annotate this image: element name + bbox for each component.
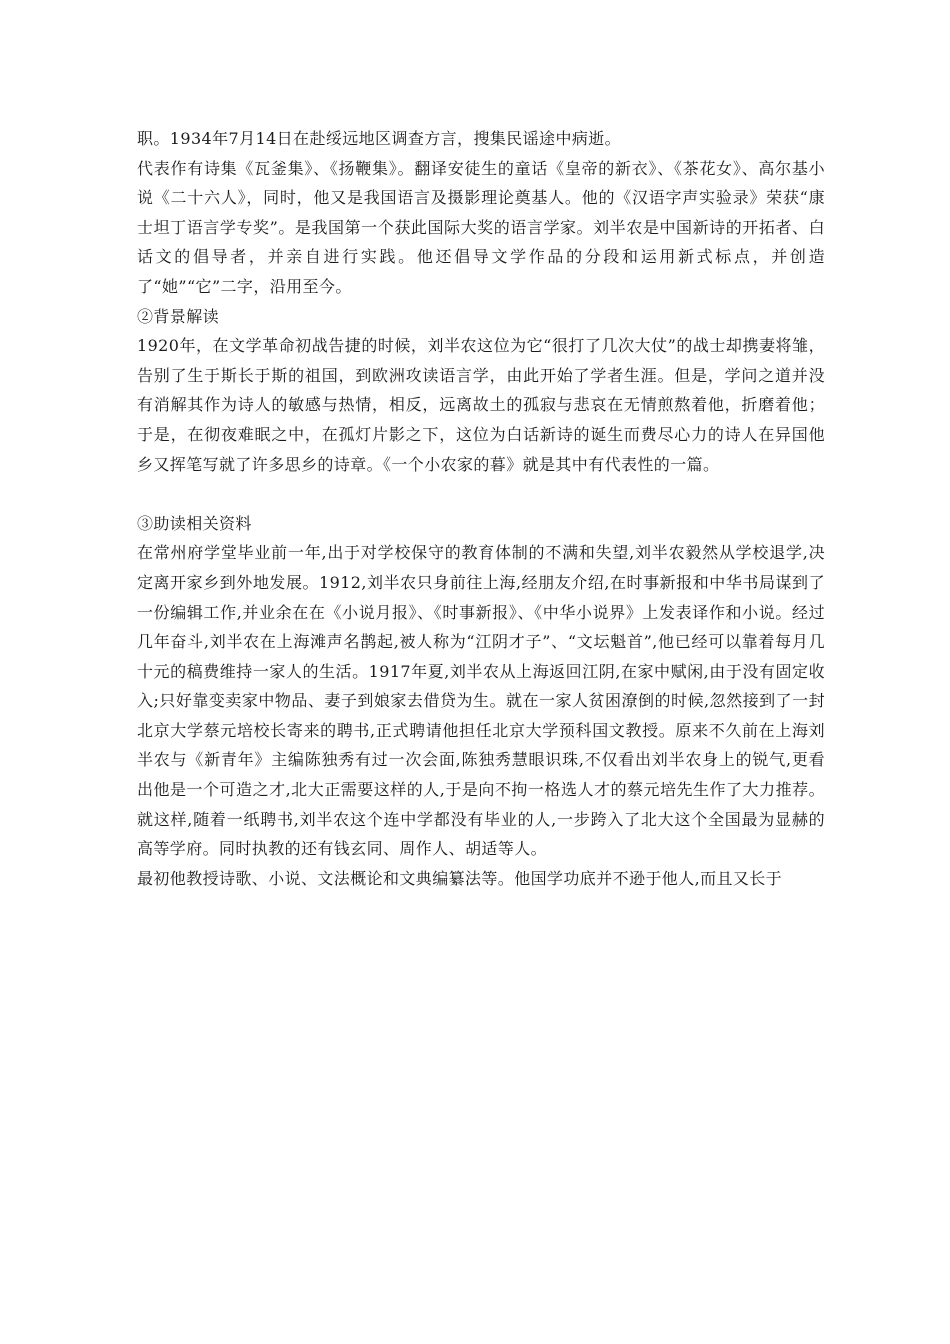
paragraph-teaching: 最初他教授诗歌、小说、文法概论和文典编纂法等。他国学功底并不逊于他人,而且又长于	[137, 868, 783, 888]
document-body	[137, 124, 825, 893]
section-heading-background: ②背景解读	[137, 306, 220, 326]
paragraph-representative-works: 代表作有诗集《瓦釜集》、《扬鞭集》。翻译安徒生的童话《皇帝的新衣》、《茶花女》、高尔基小说《二十六人》，同时，他又是我国语言及摄影理论奠基人。他的《汉语字声实验录》荣获“康士坦丁语言学专奖”。是我国第一个获此国际大奖的语言学家。刘半农是中国新诗的开拓者、白话文的倡导者，并亲自进行实践。他还倡导文学作品的分段和运用新式标点，并创造了“她”“它”二字，沿用至今。	[137, 158, 825, 296]
section-heading-reading-materials: ③助读相关资料	[137, 513, 252, 533]
paragraph-background: 1920年，在文学革命初战告捷的时候，刘半农这位为它“很打了几次大仗”的战士却携妻将雏，告别了生于斯长于斯的祖国，到欧洲攻读语言学，由此开始了学者生涯。但是，学问之道并没有消解其作为诗人的敏感与热情，相反，远离故土的孤寂与悲哀在无情煎熬着他，折磨着他；于是，在彻夜难眠之中，在孤灯片影之下，这位为白话新诗的诞生而费尽心力的诗人在异国他乡又挥笔写就了许多思乡的诗章。《一个小农家的暮》就是其中有代表性的一篇。	[137, 336, 825, 474]
blank-line	[137, 479, 825, 509]
paragraph-reading-materials: 在常州府学堂毕业前一年,出于对学校保守的教育体制的不满和失望,刘半农毅然从学校退学,决定离开家乡到外地发展。1912,刘半农只身前往上海,经朋友介绍,在时事新报和中华书局谋到了一份编辑工作,并业余在在《小说月报》、《时事新报》、《中华小说界》上发表译作和小说。经过几年奋斗,刘半农在上海滩声名鹊起,被人称为“江阴才子”、“文坛魁首”,他已经可以靠着每月几十元的稿费维持一家人的生活。1917年夏,刘半农从上海返回江阴,在家中赋闲,由于没有固定收入;只好靠变卖家中物品、妻子到娘家去借贷为生。就在一家人贫困潦倒的时候,忽然接到了一封北京大学蔡元培校长寄来的聘书,正式聘请他担任北京大学预科国文教授。原来不久前在上海刘半农与《新青年》主编陈独秀有过一次会面,陈独秀慧眼识珠,不仅看出刘半农身上的锐气,更看出他是一个可造之才,北大正需要这样的人,于是向不拘一格选人才的蔡元培先生作了大力推荐。就这样,随着一纸聘书,刘半农这个连中学都没有毕业的人,一步跨入了北大这个全国最为显赫的高等学府。同时执教的还有钱玄同、周作人、胡适等人。	[137, 543, 825, 859]
paragraph-biography-end: 职。1934年7月14日在赴绥远地区调查方言，搜集民谣途中病逝。	[137, 129, 622, 148]
